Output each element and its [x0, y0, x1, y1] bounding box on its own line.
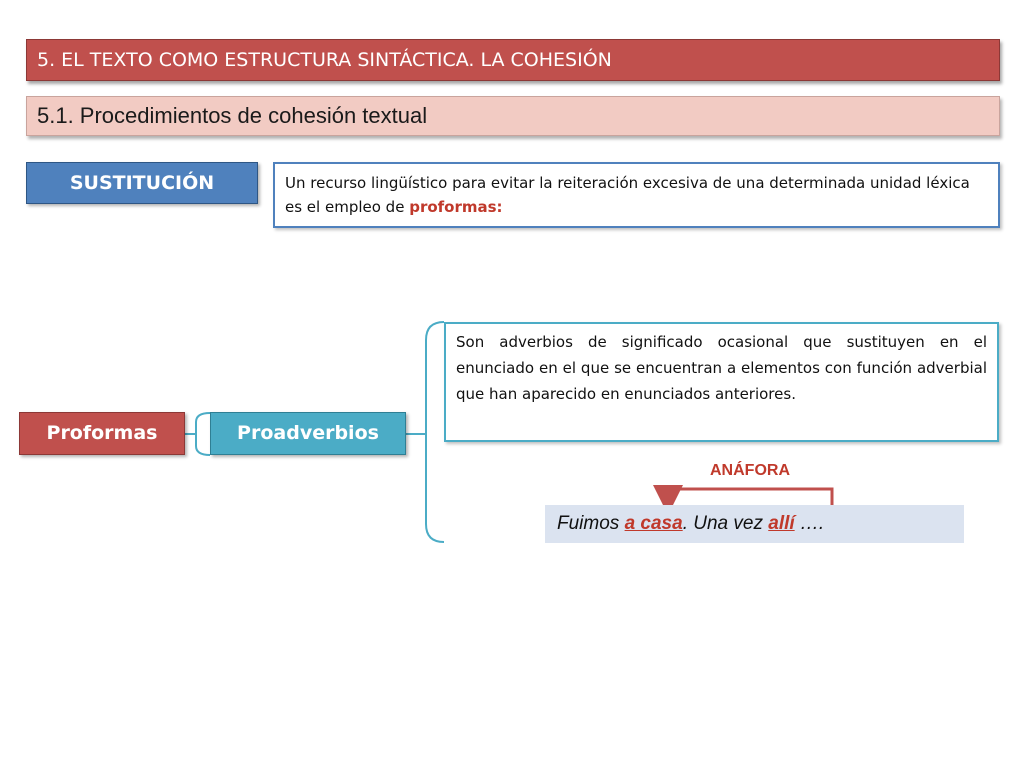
section-title: 5. EL TEXTO COMO ESTRUCTURA SINTÁCTICA. LA COHESIÓN: [26, 39, 1000, 81]
bracket-proformas: [196, 413, 210, 455]
example-part3: ….: [794, 513, 825, 534]
description-box: Son adverbios de significado ocasional que sustituyen en el enunciado en el que se encuentran a elementos con función adverbial que han aparecido en enunciados anteriores.: [444, 322, 999, 442]
proformas-label: Proformas: [19, 412, 185, 455]
example-antecedent: a casa: [624, 513, 683, 534]
definition-highlight: proformas:: [409, 198, 503, 216]
example-proform: allí: [768, 513, 795, 534]
example-part2: . Una vez: [682, 513, 769, 534]
proadverbios-label: Proadverbios: [210, 412, 406, 455]
anafora-label: ANÁFORA: [710, 462, 790, 479]
example-sentence: [545, 505, 964, 543]
definition-text: Un recurso lingüístico para evitar la reiteración excesiva de una determinada unidad léxica es el empleo de: [285, 174, 970, 216]
subsection-title: 5.1. Procedimientos de cohesión textual: [26, 96, 1000, 136]
example-part1: Fuimos: [557, 513, 625, 534]
sustitucion-label: SUSTITUCIÓN: [26, 162, 258, 204]
bracket-proadverbios: [426, 322, 444, 542]
